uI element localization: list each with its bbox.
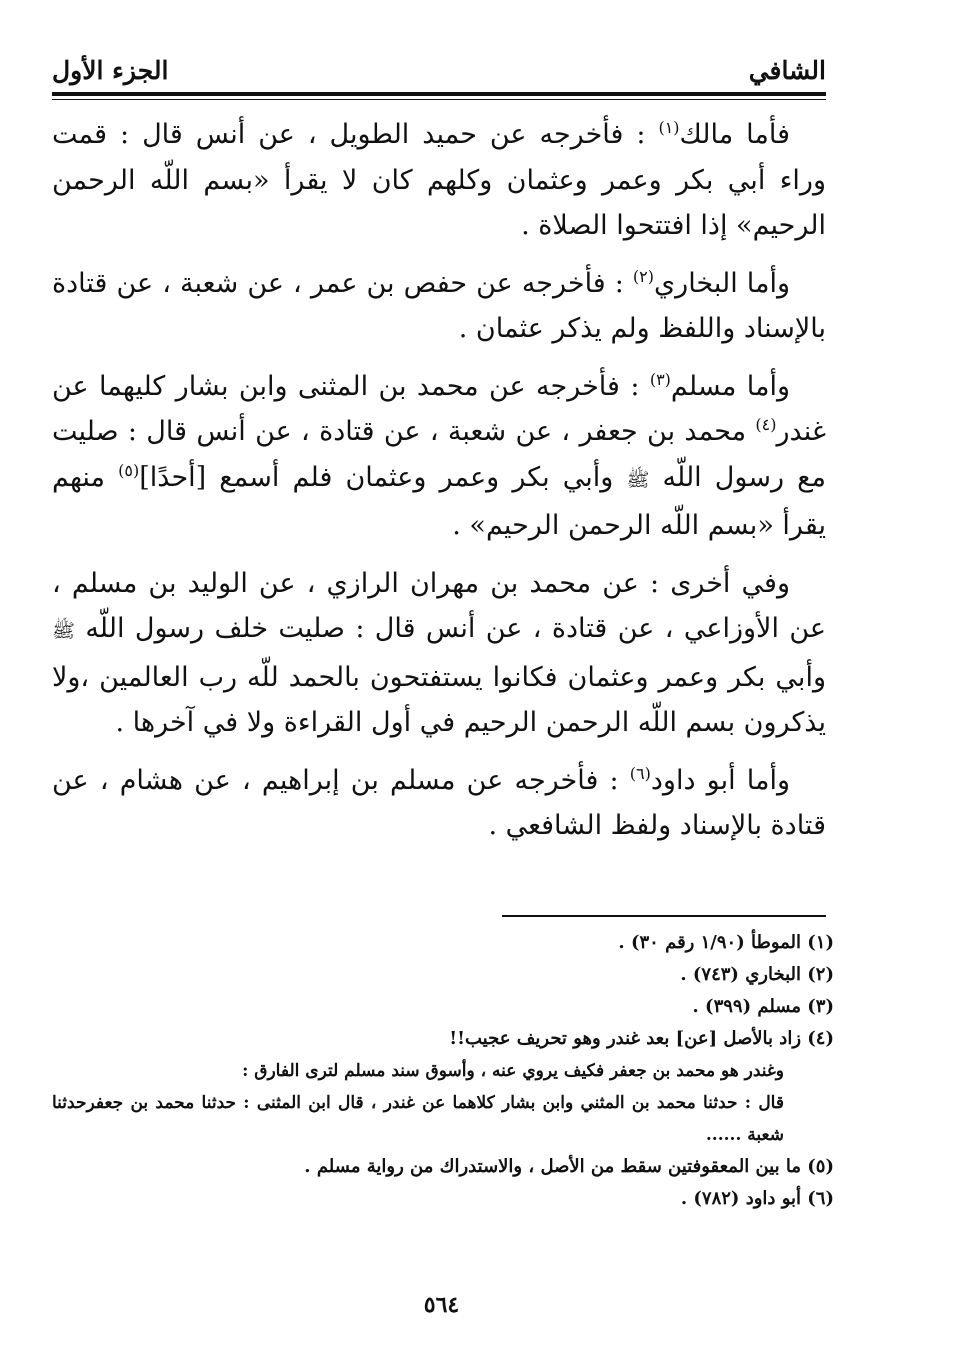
paragraph-text: : فأخرجه عن محمد بن المثنى وابن بشار كليهما عن غندر	[52, 370, 826, 447]
paragraph-lead: وأما أبو داود	[650, 764, 791, 796]
footnote-ref: (٣)	[649, 369, 671, 389]
header-book-title: الشافي	[748, 55, 826, 85]
footnotes	[52, 927, 834, 1215]
main-text	[52, 112, 826, 861]
footnote-item: (٢) البخاري (٧٤٣) .	[680, 964, 834, 985]
honorific-glyph: ﷺ	[626, 468, 650, 491]
footnote-item: (٥) ما بين المعقوفتين سقط من الأصل ، والاستدراك من رواية مسلم .	[304, 1156, 834, 1177]
honorific-glyph: ﷺ	[52, 620, 75, 642]
footnote-item: (٤) زاد بالأصل [عن] بعد غندر وهو تحريف عجيب!!	[449, 1028, 834, 1049]
footnote-item: (١) الموطأ (١/٩٠ رقم ٣٠) .	[618, 932, 834, 953]
paragraph-other-narration	[52, 561, 826, 746]
paragraph-lead: وأما مسلم	[670, 370, 790, 402]
paragraph-muslim	[52, 364, 826, 549]
header-volume-title: الجزء الأول	[52, 55, 169, 85]
paragraph-text: وفي أخرى : عن محمد بن مهران الرازي ، عن الوليد بن مسلم ، عن الأوزاعي ، عن قتادة ، عن أنس قال : صليت خلف رسول اللّه	[52, 567, 826, 644]
paragraph-bukhari	[52, 261, 826, 352]
footnote-separator	[502, 915, 826, 917]
paragraph-lead: وأما البخاري	[654, 267, 791, 299]
paragraph-lead: فأما مالك	[679, 119, 790, 150]
paragraph-text: وأبي بكر وعمر وعثمان فلم أسمع [أحدًا]	[139, 461, 627, 493]
paragraph-text: منهم يقرأ «بسم اللّه الرحمن الرحيم» .	[52, 461, 826, 541]
header-rule-thin	[52, 99, 826, 100]
paragraph-malik	[52, 112, 826, 249]
header-rule	[52, 92, 826, 96]
footnote-ref: (٢)	[632, 266, 655, 286]
paragraph-text: وأبي بكر وعمر وعثمان فكانوا يستفتحون بالحمد للّه رب العالمين ،ولا يذكرون بسم اللّه الرحمن الرحيم في أول القراءة ولا في آخرها .	[52, 661, 826, 738]
footnote-ref: (٤)	[755, 415, 777, 434]
footnote-continuation: وغندر هو محمد بن جعفر فكيف يروي عنه ، وأسوق سند مسلم لترى الفارق :	[242, 1061, 784, 1081]
footnote-ref: (٥)	[118, 460, 140, 480]
paragraph-text: : فأخرجه عن حميد الطويل ، عن أنس قال : قمت وراء أبي بكر وعمر وعثمان وكلهم كان لا يقرأ «بسم اللّه الرحمن الرحيم» إذا افتتحوا الصلاة .	[52, 119, 826, 241]
page-number: ٥٦٤	[423, 1292, 460, 1318]
running-header	[52, 50, 826, 90]
footnote-ref: (١)	[658, 118, 680, 137]
paragraph-text: : فأخرجه عن مسلم بن إبراهيم ، عن هشام ، عن قتادة بالإسناد ولفظ الشافعي .	[52, 764, 826, 841]
paragraph-abu-dawud	[52, 758, 826, 849]
paragraph-text: محمد بن جعفر ، عن شعبة ، عن قتادة ، عن أنس قال : صليت مع رسول اللّه	[52, 416, 826, 493]
footnote-ref: (٦)	[629, 763, 651, 783]
footnote-continuation: قال : حدثنا محمد بن المثني وابن بشار كلاهما عن غندر ، قال ابن المثنى : حدثنا محمد بن جعفرحدثنا شعبة ......	[52, 1093, 784, 1145]
paragraph-text: : فأخرجه عن حفص بن عمر ، عن شعبة ، عن قتادة بالإسناد واللفظ ولم يذكر عثمان .	[52, 267, 826, 344]
footnote-item: (٣) مسلم (٣٩٩) .	[692, 996, 834, 1017]
footnote-item: (٦) أبو داود (٧٨٢) .	[680, 1188, 834, 1209]
